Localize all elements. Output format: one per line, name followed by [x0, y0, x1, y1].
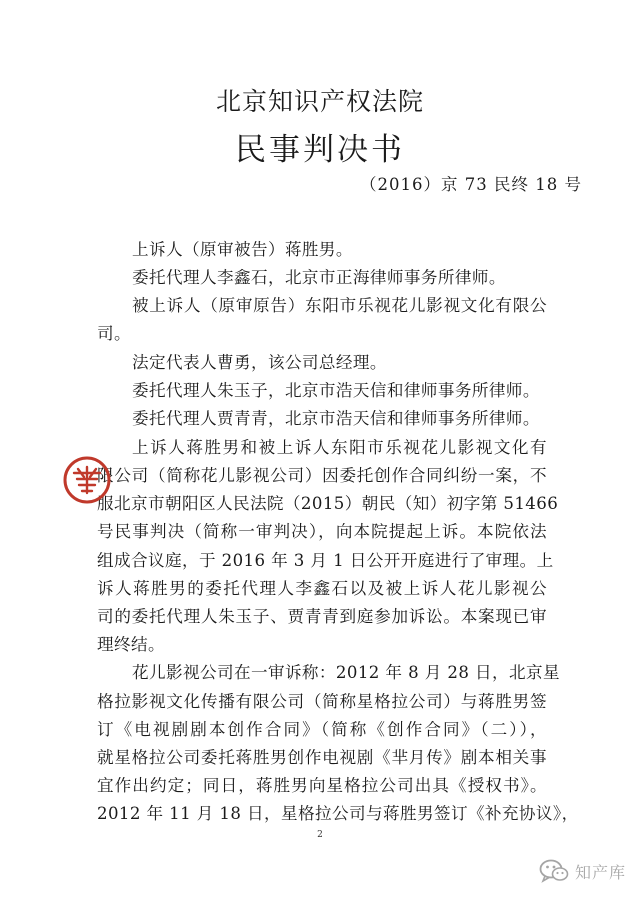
- court-name: 北京知识产权法院: [215, 87, 424, 116]
- body-line: 号民事判决（简称一审判决），向本院提起上诉。本院依法: [97, 522, 547, 541]
- body-line: 诉人蒋胜男的委托代理人李鑫石以及被上诉人花儿影视公: [97, 579, 547, 598]
- body-line: 花儿影视公司在一审诉称：2012 年 8 月 28 日，北京星: [132, 663, 560, 682]
- body-line: 上诉人（原审被告）蒋胜男。: [132, 240, 353, 259]
- body-line: 上诉人蒋胜男和被上诉人东阳市乐视花儿影视文化有: [132, 438, 547, 457]
- wechat-icon: [539, 858, 569, 884]
- watermark-text: 知产库: [574, 862, 626, 882]
- page-number: 2: [317, 830, 323, 840]
- body-line: 理终结。: [97, 635, 165, 654]
- case-number: （2016）京 73 民终 18 号: [360, 175, 582, 194]
- body-line: 司。: [97, 324, 131, 343]
- body-line: 委托代理人李鑫石，北京市正海律师事务所律师。: [132, 268, 506, 287]
- watermark: [539, 858, 626, 884]
- body-line: 服北京市朝阳区人民法院（2015）朝民（知）初字第 51466: [97, 494, 559, 513]
- body-line: 就星格拉公司委托蒋胜男创作电视剧《芈月传》剧本相关事: [97, 748, 547, 767]
- body-line: 被上诉人（原审原告）东阳市乐视花儿影视文化有限公: [132, 296, 547, 315]
- red-seal-icon: [62, 455, 112, 505]
- document-title: 民事判决书: [235, 132, 405, 168]
- body-line: 宜作出约定；同日，蒋胜男向星格拉公司出具《授权书》。: [97, 776, 547, 795]
- body-line: 格拉影视文化传播有限公司（简称星格拉公司）与蒋胜男签: [97, 692, 547, 711]
- body-line: 司的委托代理人朱玉子、贾青青到庭参加诉讼。本案现已审: [97, 607, 547, 626]
- body-line: 委托代理人贾青青，北京市浩天信和律师事务所律师。: [132, 409, 540, 428]
- body-line: 法定代表人曹勇，该公司总经理。: [132, 353, 387, 372]
- body-line: 订《电视剧剧本创作合同》（简称《创作合同》（二）），: [97, 720, 547, 739]
- body-line: 限公司（简称花儿影视公司）因委托创作合同纠纷一案，不: [97, 466, 547, 485]
- body-line: 2012 年 11 月 18 日，星格拉公司与蒋胜男签订《补充协议》，: [97, 804, 579, 823]
- body-line: 组成合议庭，于 2016 年 3 月 1 日公开开庭进行了审理。上: [97, 551, 554, 570]
- body-line: 委托代理人朱玉子，北京市浩天信和律师事务所律师。: [132, 381, 540, 400]
